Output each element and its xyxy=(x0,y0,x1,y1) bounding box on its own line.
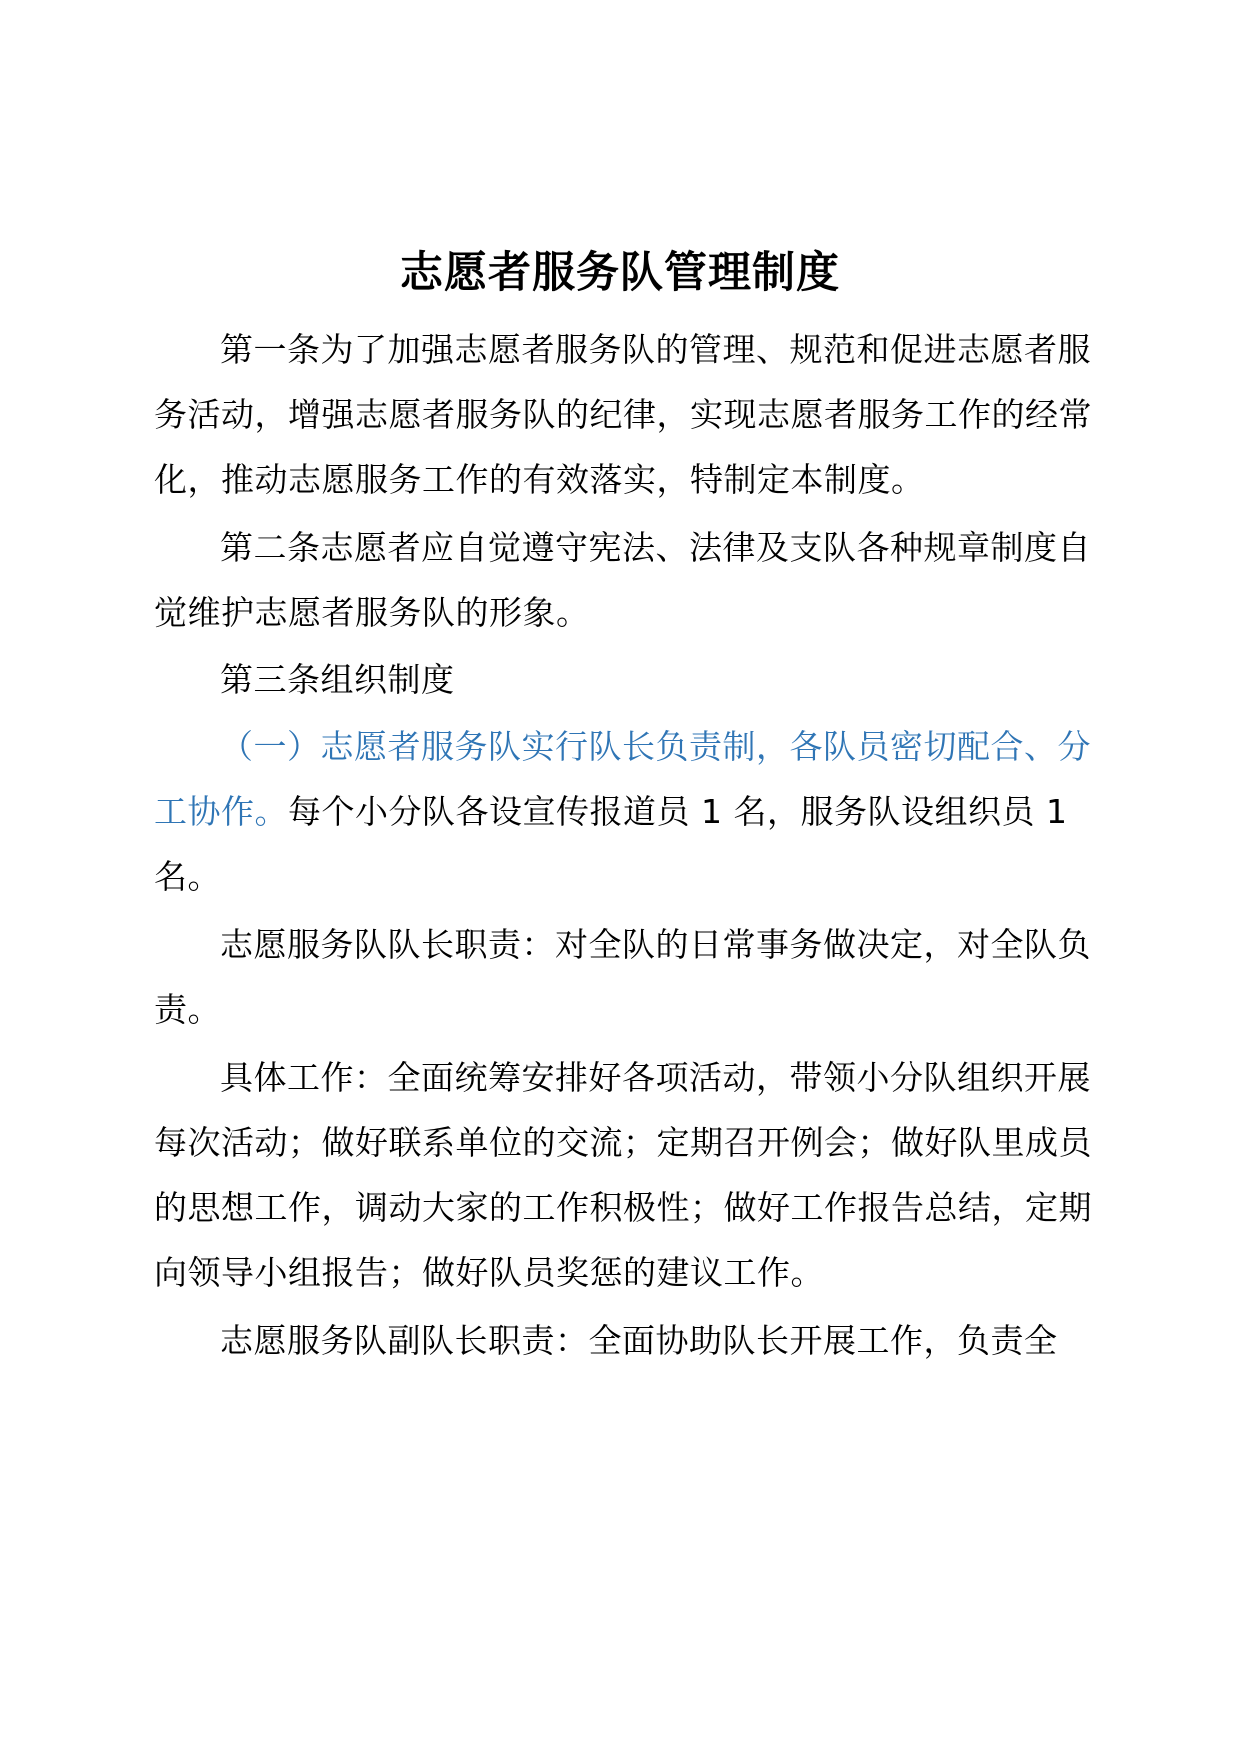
paragraph-organization xyxy=(154,714,1104,909)
highlighted-text: （一）志愿者服务队实行队长负责制，各队员密切配合、分工协作。 xyxy=(154,727,1091,831)
document-title: 志愿者服务队管理制度 xyxy=(400,248,840,298)
paragraph-vice-captain-duties: 志愿服务队副队长职责：全面协助队长开展工作，负责全 xyxy=(220,1321,1058,1360)
paragraph-captain-duties: 志愿服务队队长职责：对全队的日常事务做决定，对全队负责。 xyxy=(154,925,1091,1029)
paragraph-article-3: 第三条组织制度 xyxy=(220,660,455,699)
paragraph-article-2: 第二条志愿者应自觉遵守宪法、法律及支队各种规章制度自觉维护志愿者服务队的形象。 xyxy=(154,528,1091,632)
paragraph-specific-work: 具体工作：全面统筹安排好各项活动，带领小分队组织开展每次活动；做好联系单位的交流；定期召开例会；做好队里成员的思想工作，调动大家的工作积极性；做好工作报告总结，定期向领导小组报告；做好队员奖惩的建议工作。 xyxy=(154,1058,1092,1292)
paragraph-article-1: 第一条为了加强志愿者服务队的管理、规范和促进志愿者服务活动，增强志愿者服务队的纪律，实现志愿者服务工作的经常化，推动志愿服务工作的有效落实，特制定本制度。 xyxy=(154,330,1092,499)
paragraph-text: 每个小分队各设宣传报道员 1 名，服务队设组织员 1 名。 xyxy=(154,792,1068,896)
